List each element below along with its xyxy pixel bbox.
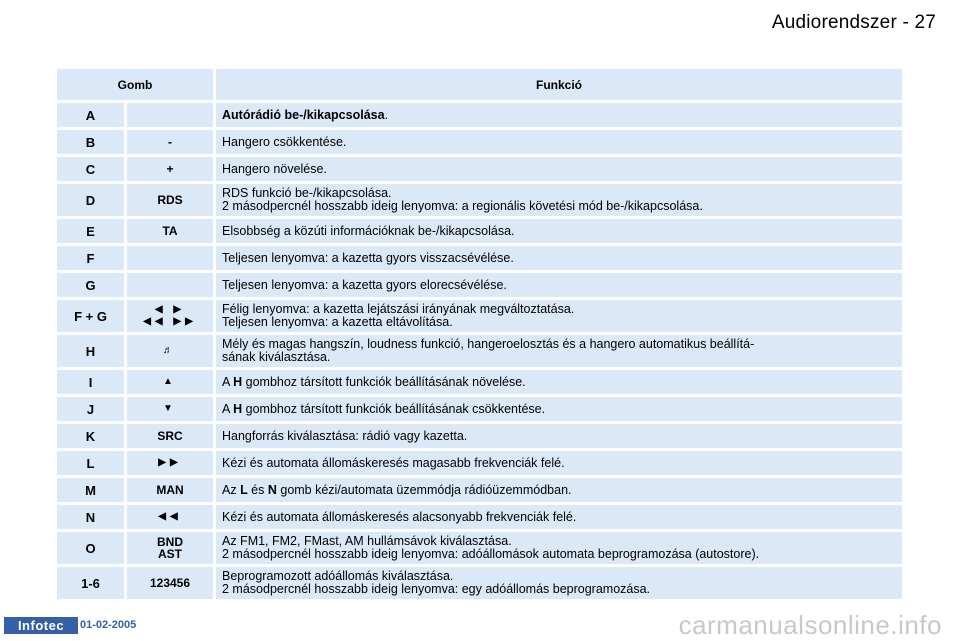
description-line-2: 2 másodpercnél hosszabb ideig lenyomva: adóállomások automata beprogramozása (autostore). (222, 547, 760, 561)
table-row (57, 505, 902, 529)
button-label: 123456 (149, 576, 191, 590)
row-button (127, 451, 213, 475)
row-description (216, 246, 902, 270)
row-button (127, 273, 213, 297)
description-text: Az (222, 482, 241, 497)
row-key: I (57, 370, 124, 394)
row-button (127, 335, 213, 367)
description-line-2: sának kiválasztása. (222, 350, 331, 364)
row-description (216, 300, 902, 332)
page-title: Audiorendszer - 27 (771, 12, 936, 33)
description-text: H (233, 401, 243, 416)
row-button (127, 478, 213, 502)
description-text: H (233, 374, 243, 389)
button-label: BND (157, 535, 183, 549)
row-description (216, 370, 902, 394)
table-row (57, 130, 902, 154)
publish-date: 01-02-2005 (80, 619, 137, 631)
button-symbol-icon: ♬ (163, 345, 177, 356)
row-key: K (57, 424, 124, 448)
row-button (127, 157, 213, 181)
table-row (57, 219, 902, 243)
header-function: Funkció (216, 69, 902, 100)
description-line (222, 457, 902, 470)
table-row (57, 478, 902, 502)
row-description (216, 532, 902, 564)
description-line (222, 484, 902, 497)
row-button (127, 184, 213, 216)
description-line (222, 511, 902, 524)
row-key: B (57, 130, 124, 154)
row-description (216, 567, 902, 599)
table-row (57, 300, 902, 332)
button-symbol-icon: ◀◀ (158, 511, 182, 522)
description-text: RDS funkció be-/kikapcsolása. (222, 186, 392, 200)
table-row (57, 184, 902, 216)
row-key: L (57, 451, 124, 475)
row-description (216, 157, 902, 181)
function-table (57, 69, 902, 602)
button-symbol-2-icon: ◀◀ ▶▶ (143, 316, 197, 327)
table-header (57, 69, 902, 100)
table-row (57, 424, 902, 448)
row-description (216, 273, 902, 297)
row-description (216, 184, 902, 216)
table-row (57, 370, 902, 394)
description-text: Az FM1, FM2, FMast, AM hullámsávok kiválasztása. (222, 534, 512, 548)
row-button (127, 219, 213, 243)
publisher-logo: Infotec (4, 617, 78, 634)
table-row (57, 451, 902, 475)
description-line (222, 163, 902, 176)
button-label: - (168, 135, 172, 149)
row-key: E (57, 219, 124, 243)
button-label-2: AST (158, 547, 182, 561)
table-row (57, 335, 902, 367)
row-description (216, 424, 902, 448)
row-description (216, 335, 902, 367)
table-body (57, 103, 902, 599)
description-line (222, 376, 902, 389)
row-description (216, 451, 902, 475)
description-text: gombhoz társított funkciók beállításának növelése. (242, 374, 526, 389)
description-text: Teljesen lenyomva: a kazetta gyors visszacsévélése. (222, 250, 514, 265)
description-text: N (267, 482, 277, 497)
button-label: MAN (156, 483, 184, 497)
row-button (127, 246, 213, 270)
description-text: . (384, 107, 389, 122)
description-line (222, 136, 902, 149)
table-row (57, 397, 902, 421)
row-key: J (57, 397, 124, 421)
description-line-2: 2 másodpercnél hosszabb ideig lenyomva: a regionális követési mód be-/kikapcsolása. (222, 199, 703, 213)
row-button (127, 397, 213, 421)
row-key: G (57, 273, 124, 297)
button-symbol-icon: ◀ ▶ (154, 304, 186, 315)
row-button (127, 532, 213, 564)
description-line (222, 252, 902, 265)
description-text: gombhoz társított funkciók beállításának csökkentése. (242, 401, 546, 416)
description-text: és (247, 482, 268, 497)
button-symbol-icon: ▶▶ (158, 457, 182, 468)
row-key: A (57, 103, 124, 127)
row-key: M (57, 478, 124, 502)
row-button (127, 300, 213, 332)
row-button (127, 370, 213, 394)
header-button: Gomb (57, 69, 213, 100)
description-text: gomb kézi/automata üzemmódja rádióüzemmódban. (276, 482, 572, 497)
description-text: Elsobbség a közúti információknak be-/kikapcsolása. (222, 223, 515, 238)
button-symbol-icon: ▼ (163, 403, 177, 414)
description-line (222, 403, 902, 416)
row-key: O (57, 532, 124, 564)
table-row (57, 157, 902, 181)
description-text: Hangero növelése. (222, 161, 327, 176)
description-text: Mély és magas hangszín, loudness funkció, hangeroelosztás és a hangero automatikus beállítá- (222, 337, 755, 351)
row-button (127, 424, 213, 448)
row-key: H (57, 335, 124, 367)
table-row (57, 567, 902, 599)
description-line (222, 109, 902, 122)
description-line (222, 279, 902, 292)
row-key: F + G (57, 300, 124, 332)
row-description (216, 130, 902, 154)
row-button (127, 505, 213, 529)
button-label: SRC (157, 429, 183, 443)
description-line (222, 225, 902, 238)
description-text: Beprogramozott adóállomás kiválasztása. (222, 569, 454, 583)
row-description (216, 103, 902, 127)
table-row (57, 532, 902, 564)
row-key: N (57, 505, 124, 529)
watermark: carmanualsonline.info (678, 610, 942, 640)
description-line-2: 2 másodpercnél hosszabb ideig lenyomva: egy adóállomás beprogramozása. (222, 582, 651, 596)
row-button (127, 103, 213, 127)
table-row (57, 273, 902, 297)
row-key: C (57, 157, 124, 181)
button-label: TA (162, 224, 178, 238)
button-label: RDS (157, 193, 183, 207)
row-button (127, 567, 213, 599)
description-text: Teljesen lenyomva: a kazetta gyors elorecsévélése. (222, 277, 507, 292)
description-text: Hangero csökkentése. (222, 134, 347, 149)
description-text: L (240, 482, 248, 497)
description-line (222, 430, 902, 443)
row-description (216, 505, 902, 529)
description-text: Félig lenyomva: a kazetta lejátszási irányának megváltoztatása. (222, 302, 575, 316)
description-text: A (222, 401, 234, 416)
button-symbol-icon: ▲ (163, 376, 177, 387)
table-row (57, 246, 902, 270)
button-label: + (166, 162, 174, 176)
description-text: A (222, 374, 234, 389)
table-row (57, 103, 902, 127)
row-description (216, 219, 902, 243)
description-line-2: Teljesen lenyomva: a kazetta eltávolítása. (222, 315, 453, 329)
row-key: F (57, 246, 124, 270)
row-description (216, 397, 902, 421)
description-text: Hangforrás kiválasztása: rádió vagy kazetta. (222, 428, 468, 443)
row-key: 1-6 (57, 567, 124, 599)
row-key: D (57, 184, 124, 216)
row-description (216, 478, 902, 502)
description-text: Kézi és automata állomáskeresés alacsonyabb frekvenciák felé. (222, 509, 577, 524)
description-text: Autórádió be-/kikapcsolása (222, 107, 385, 122)
row-button (127, 130, 213, 154)
description-text: Kézi és automata állomáskeresés magasabb frekvenciák felé. (222, 455, 565, 470)
